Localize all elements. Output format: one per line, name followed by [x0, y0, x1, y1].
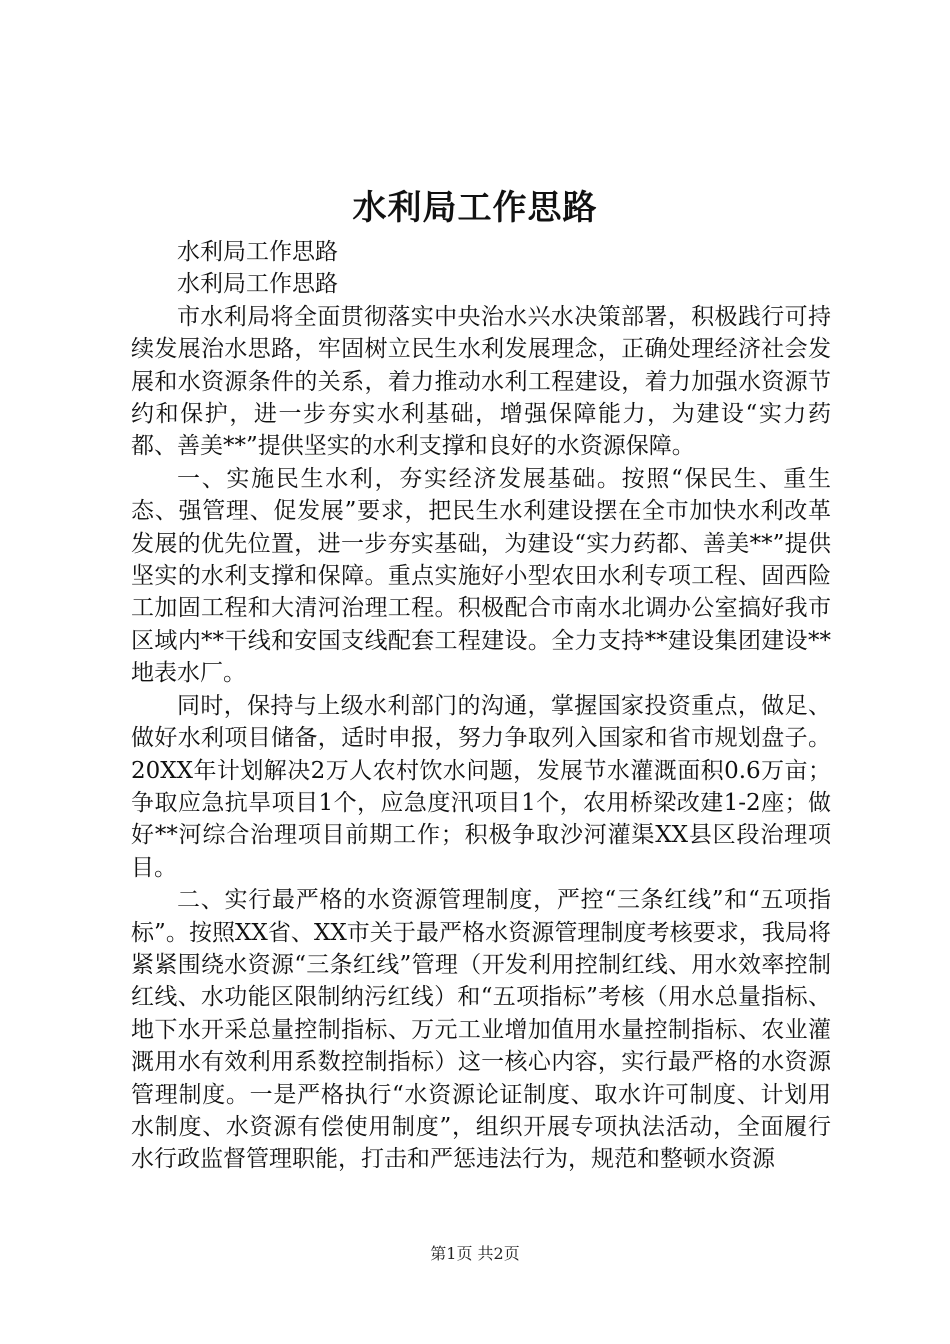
- paragraph-section-2: 二、实行最严格的水资源管理制度，严控“三条红线”和“五项指标”。按照XX省、XX市关于最严格水资源管理制度考核要求，我局将紧紧围绕水资源“三条红线”管理（开发利用控制红线、用水效率控制红线、水功能区限制纳污红线）和“五项指标”考核（用水总量指标、地下水开采总量控制指标、万元工业增加值用水量控制指标、农业灌溉用水有效利用系数控制指标）这一核心内容，实行最严格的水资源管理制度。一是严格执行“水资源论证制度、取水许可制度、计划用水制度、水资源有偿使用制度”，组织开展专项执法活动，全面履行水行政监督管理职能，打击和严惩违法行为，规范和整顿水资源: [131, 887, 831, 1173]
- page-number-footer: 第1页 共2页: [430, 1244, 520, 1263]
- paragraph-section-1: 一、实施民生水利，夯实经济发展基础。按照“保民生、重生态、强管理、促发展”要求，把民生水利建设摆在全市加快水利改革发展的优先位置，进一步夯实基础，为建设“实力药都、善美**”提供坚实的水利支撑和保障。重点实施好小型农田水利专项工程、固西险工加固工程和大清河治理工程。积极配合市南水北调办公室搞好我市区域内**干线和安国支线配套工程建设。全力支持**建设集团建设**地表水厂。: [131, 465, 831, 687]
- paragraph-section-1-continued: 同时，保持与上级水利部门的沟通，掌握国家投资重点，做足、做好水利项目储备，适时申报，努力争取列入国家和省市规划盘子。20XX年计划解决2万人农村饮水问题，发展节水灌溉面积0.6万亩；争取应急抗旱项目1个，应急度汛项目1个，农用桥梁改建1-2座；做好**河综合治理项目前期工作；积极争取沙河灌渠XX县区段治理项目。: [131, 692, 831, 881]
- document-title: 水利局工作思路: [352, 188, 598, 228]
- paragraph-intro: 市水利局将全面贯彻落实中央治水兴水决策部署，积极践行可持续发展治水思路，牢固树立民生水利发展理念，正确处理经济社会发展和水资源条件的关系，着力推动水利工程建设，着力加强水资源节约和保护，进一步夯实水利基础，增强保障能力，为建设“实力药都、善美**”提供坚实的水利支撑和良好的水资源保障。: [131, 303, 831, 460]
- paragraph-heading-repeat-1: 水利局工作思路: [177, 239, 338, 265]
- paragraph-heading-repeat-2: 水利局工作思路: [177, 271, 338, 298]
- document-body: [131, 236, 831, 1176]
